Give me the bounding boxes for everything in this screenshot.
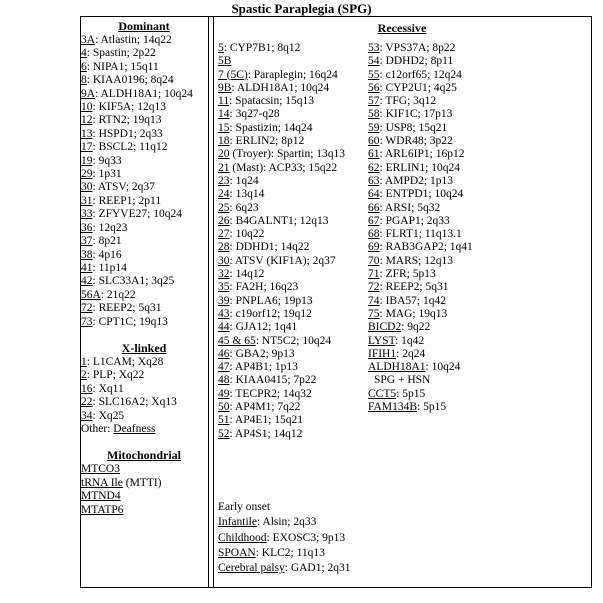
gene-link[interactable]: 26 bbox=[218, 214, 230, 227]
list-item bbox=[218, 531, 578, 546]
gene-description: : ERLIN1; 10q24 bbox=[379, 161, 460, 174]
list-item bbox=[218, 148, 370, 161]
gene-description: : AP4S1; 14q12 bbox=[229, 427, 303, 440]
gene-link[interactable]: 58 bbox=[368, 108, 380, 121]
gene-description: : L1CAM; Xq28 bbox=[86, 355, 164, 368]
gene-description: : Paraplegin; 16q24 bbox=[247, 68, 338, 81]
list-item bbox=[81, 34, 207, 47]
gene-description: : PGAP1; 2q33 bbox=[379, 214, 450, 227]
gene-description: : REEP2; 5q31 bbox=[92, 302, 162, 315]
early-onset-section bbox=[218, 500, 578, 576]
gene-description: : 5p15 bbox=[417, 401, 447, 414]
list-item bbox=[368, 95, 588, 108]
gene-link[interactable]: CCT5 bbox=[368, 387, 397, 400]
gene-link[interactable]: FAM134B bbox=[368, 401, 417, 414]
list-item bbox=[368, 255, 588, 268]
gene-link[interactable]: 50 bbox=[218, 401, 230, 414]
list-item bbox=[218, 388, 370, 401]
gene-description: : 10q24 bbox=[425, 361, 461, 374]
list-item bbox=[81, 235, 207, 248]
list-item bbox=[218, 95, 370, 108]
list-item bbox=[81, 61, 207, 74]
gene-link[interactable]: 73 bbox=[81, 315, 93, 328]
list-item bbox=[81, 222, 207, 235]
gene-link[interactable]: 43 bbox=[218, 307, 230, 320]
gene-description: : Spastin; 2p22 bbox=[86, 47, 156, 60]
dominant-heading: Dominant bbox=[118, 19, 170, 33]
gene-link[interactable]: 62 bbox=[368, 161, 380, 174]
list-item bbox=[81, 208, 207, 221]
gene-link[interactable]: SPOAN bbox=[218, 546, 256, 559]
gene-description: : 21q22 bbox=[100, 288, 136, 301]
list-item bbox=[218, 188, 370, 201]
gene-link[interactable]: 68 bbox=[368, 228, 380, 241]
gene-description: : Xq11 bbox=[92, 382, 124, 395]
gene-link[interactable]: 39 bbox=[218, 294, 230, 307]
gene-description: : WDR48; 3p22 bbox=[379, 135, 453, 148]
gene-link[interactable]: 10 bbox=[81, 101, 93, 114]
gene-link[interactable]: 36 bbox=[81, 221, 93, 234]
gene-description: : c19orf12; 19q12 bbox=[229, 307, 312, 320]
list-item bbox=[368, 321, 588, 334]
gene-description: : EXOSC3; 9p13 bbox=[266, 531, 346, 544]
list-item bbox=[218, 42, 370, 55]
column-divider bbox=[213, 16, 214, 588]
gene-description: : AP4B1; 1p13 bbox=[229, 361, 298, 374]
deafness-link[interactable]: Deafness bbox=[113, 422, 156, 435]
gene-description: : AMPD2; 1p13 bbox=[379, 174, 453, 187]
gene-description: : 13q14 bbox=[229, 188, 265, 201]
gene-description: : CYP2U1; 4q25 bbox=[379, 81, 457, 94]
gene-link[interactable]: 8 bbox=[81, 74, 87, 87]
gene-link[interactable]: 53 bbox=[368, 42, 380, 54]
list-item bbox=[218, 348, 370, 361]
gene-description: : ENTPD1; 10q24 bbox=[379, 188, 464, 201]
mito-item-mtatp6[interactable]: MTATP6 bbox=[81, 503, 124, 516]
gene-link[interactable]: 37 bbox=[81, 235, 93, 248]
gene-link[interactable]: 16 bbox=[81, 382, 93, 395]
list-item bbox=[368, 388, 588, 401]
list-item bbox=[368, 108, 588, 121]
list-item bbox=[81, 47, 207, 60]
recessive-section bbox=[216, 19, 588, 584]
gene-description: : USP8; 15q21 bbox=[379, 121, 448, 134]
gene-description: : NIPA1; 15q11 bbox=[86, 60, 159, 73]
gene-link[interactable]: 34 bbox=[81, 409, 93, 422]
list-item bbox=[218, 428, 370, 441]
list-item bbox=[81, 275, 207, 288]
list-item bbox=[218, 281, 370, 294]
hsn-list bbox=[368, 388, 588, 415]
gene-description: : CYP7B1; 8q12 bbox=[223, 42, 301, 54]
gene-link[interactable]: ALDH18A1 bbox=[368, 361, 426, 374]
gene-link[interactable]: 35 bbox=[218, 281, 230, 294]
gene-link[interactable]: 11 bbox=[218, 95, 230, 108]
gene-link[interactable]: 9A bbox=[81, 87, 96, 100]
gene-link[interactable]: 64 bbox=[368, 188, 380, 201]
gene-link[interactable]: IFIH1 bbox=[368, 347, 397, 360]
gene-description: : IBA57; 1q42 bbox=[379, 294, 446, 307]
gene-link[interactable]: 28 bbox=[218, 241, 230, 254]
xlinked-list bbox=[81, 356, 207, 423]
gene-link[interactable]: 4 bbox=[81, 47, 87, 60]
list-item bbox=[81, 195, 207, 208]
list-item bbox=[218, 361, 370, 374]
gene-link[interactable]: 25 bbox=[218, 201, 230, 214]
list-item bbox=[81, 410, 207, 423]
list-item bbox=[81, 316, 207, 329]
page-title: Spastic Paraplegia (SPG) bbox=[231, 1, 372, 16]
list-item bbox=[81, 396, 207, 409]
list-item bbox=[218, 202, 370, 215]
list-item bbox=[218, 228, 370, 241]
list-item bbox=[81, 383, 207, 396]
gene-link[interactable]: 5B bbox=[218, 55, 232, 68]
list-item bbox=[81, 114, 207, 127]
list-item bbox=[218, 546, 578, 561]
gene-link[interactable]: 52 bbox=[218, 427, 230, 440]
gene-description: : ALDH18A1; 10q24 bbox=[231, 81, 330, 94]
gene-description: : DDHD2; 8p11 bbox=[379, 55, 454, 68]
list-item bbox=[81, 101, 207, 114]
gene-description: : c12orf65; 12q24 bbox=[379, 68, 462, 81]
list-item bbox=[368, 135, 588, 148]
left-column bbox=[81, 19, 207, 517]
gene-description: : FA2H; 16q23 bbox=[229, 281, 299, 294]
list-item bbox=[218, 241, 370, 254]
list-item bbox=[218, 55, 370, 68]
list-item bbox=[81, 289, 207, 302]
gene-link[interactable]: 44 bbox=[218, 321, 230, 334]
gene-link[interactable]: 38 bbox=[81, 248, 93, 261]
gene-link[interactable]: 29 bbox=[81, 168, 93, 181]
spg-hsn-heading: SPG + HSN bbox=[374, 374, 431, 387]
gene-description: : RTN2; 19q13 bbox=[92, 114, 162, 127]
gene-link[interactable]: 14 bbox=[218, 108, 230, 121]
gene-link[interactable]: 32 bbox=[218, 268, 230, 281]
gene-link[interactable]: 22 bbox=[81, 396, 93, 409]
mito-item-mtco3[interactable]: MTCO3 bbox=[81, 463, 120, 476]
gene-description: : ARSI; 5q32 bbox=[379, 201, 441, 214]
gene-link[interactable]: 54 bbox=[368, 55, 380, 68]
gene-description: : ZFR; 5p13 bbox=[379, 268, 436, 281]
other-label: Other: bbox=[81, 422, 114, 435]
column-divider bbox=[208, 16, 209, 588]
list-item bbox=[368, 268, 588, 281]
gene-link[interactable]: 48 bbox=[218, 374, 230, 387]
gene-description: : 4p16 bbox=[92, 248, 122, 261]
gene-link[interactable]: 74 bbox=[368, 294, 380, 307]
gene-link[interactable]: LYST bbox=[368, 334, 396, 347]
gene-description: : DDHD1; 14q22 bbox=[229, 241, 310, 254]
gene-description: : 1q24 bbox=[229, 174, 259, 187]
gene-link[interactable]: 66 bbox=[368, 201, 380, 214]
gene-description: : SLC33A1; 3q25 bbox=[92, 275, 175, 288]
gene-description: : NT5C2; 10q24 bbox=[255, 334, 332, 347]
list-item bbox=[81, 369, 207, 382]
gene-description: : RAB3GAP2; 1q41 bbox=[379, 241, 473, 254]
gene-description: : KIF5A; 12q13 bbox=[92, 101, 166, 114]
gene-description: : 9q33 bbox=[92, 154, 122, 167]
list-item bbox=[368, 82, 588, 95]
gene-description: : 9q22 bbox=[401, 321, 431, 334]
list-item bbox=[218, 255, 370, 268]
gene-description: : GJA12; 1q41 bbox=[229, 321, 298, 334]
gene-link[interactable]: 49 bbox=[218, 387, 230, 400]
gene-link[interactable]: 51 bbox=[218, 414, 230, 427]
list-item bbox=[368, 295, 588, 308]
gene-link[interactable]: Infantile bbox=[218, 516, 257, 529]
gene-link[interactable]: 70 bbox=[368, 254, 380, 267]
gene-link[interactable]: 56 bbox=[368, 81, 380, 94]
list-item bbox=[368, 401, 588, 414]
list-item bbox=[218, 321, 370, 334]
gene-description: : GAD1; 2q31 bbox=[284, 562, 351, 575]
early-onset-list bbox=[218, 515, 578, 576]
list-item bbox=[218, 175, 370, 188]
list-item bbox=[368, 308, 588, 321]
list-item bbox=[81, 155, 207, 168]
gene-description: : GBA2; 9p13 bbox=[229, 347, 295, 360]
list-item bbox=[218, 308, 370, 321]
gene-description: : AP4M1; 7q22 bbox=[229, 401, 301, 414]
list-item bbox=[218, 122, 370, 135]
gene-link[interactable]: 55 bbox=[368, 68, 380, 81]
gene-link[interactable]: 12 bbox=[81, 114, 93, 127]
list-item bbox=[368, 348, 588, 361]
gene-description: : KIAA0196; 8q24 bbox=[86, 74, 174, 87]
gene-description: : TECPR2; 14q32 bbox=[229, 387, 312, 400]
list-item bbox=[368, 361, 588, 374]
early-onset-heading: Early onset bbox=[218, 501, 271, 513]
list-item bbox=[218, 401, 370, 414]
gene-description: : 6q23 bbox=[229, 201, 259, 214]
list-item bbox=[368, 281, 588, 294]
gene-link[interactable]: 33 bbox=[81, 208, 93, 221]
gene-link[interactable]: 7 (5C) bbox=[218, 68, 248, 81]
mito-item-trna[interactable]: tRNA Ile bbox=[81, 476, 123, 489]
list-item bbox=[368, 228, 588, 241]
list-item bbox=[368, 69, 588, 82]
gene-link[interactable]: 24 bbox=[218, 188, 230, 201]
gene-link[interactable]: 9B bbox=[218, 81, 232, 94]
dominant-list bbox=[81, 34, 207, 329]
list-item bbox=[81, 141, 207, 154]
list-item bbox=[368, 122, 588, 135]
list-item bbox=[81, 302, 207, 315]
gene-link[interactable]: 20 bbox=[218, 148, 230, 161]
gene-link[interactable]: Childhood bbox=[218, 531, 267, 544]
recessive-list-left bbox=[218, 42, 370, 441]
gene-description: : 1q42 bbox=[395, 334, 425, 347]
gene-description: : MARS; 12q13 bbox=[379, 254, 453, 267]
gene-description: : ATSV; 2q37 bbox=[92, 181, 155, 194]
gene-description: : 2q24 bbox=[396, 347, 426, 360]
gene-link[interactable]: 3A bbox=[81, 34, 96, 46]
list-item bbox=[218, 515, 578, 530]
gene-link[interactable]: 46 bbox=[218, 347, 230, 360]
gene-description: : KIAA0415; 7p22 bbox=[229, 374, 317, 387]
gene-description: : Xq25 bbox=[92, 409, 125, 422]
list-item bbox=[81, 262, 207, 275]
gene-description: : ALDH18A1; 10q24 bbox=[95, 87, 193, 100]
mito-item-mtnd4[interactable]: MTND4 bbox=[81, 490, 121, 503]
list-item bbox=[218, 414, 370, 427]
gene-description: : 1p31 bbox=[92, 168, 122, 181]
gene-link[interactable]: 18 bbox=[218, 135, 230, 148]
gene-description: : REEP2; 5q31 bbox=[379, 281, 449, 294]
gene-link[interactable]: 75 bbox=[368, 307, 380, 320]
gene-description: : BSCL2; 11q12 bbox=[92, 141, 168, 154]
list-item bbox=[81, 128, 207, 141]
list-item bbox=[218, 374, 370, 387]
gene-description: : HSPD1; 2q33 bbox=[92, 127, 163, 140]
gene-link[interactable]: 72 bbox=[81, 302, 93, 315]
gene-description: : MAG; 19q13 bbox=[379, 307, 448, 320]
list-item bbox=[368, 148, 588, 161]
list-item bbox=[81, 88, 207, 101]
list-item bbox=[368, 162, 588, 175]
gene-link[interactable]: 42 bbox=[81, 275, 93, 288]
list-item bbox=[368, 215, 588, 228]
gene-link[interactable]: 72 bbox=[368, 281, 380, 294]
gene-link[interactable]: 15 bbox=[218, 121, 230, 134]
gene-link[interactable]: 57 bbox=[368, 95, 380, 108]
gene-description: : KIF1C; 17p13 bbox=[379, 108, 453, 121]
gene-link[interactable]: 31 bbox=[81, 194, 93, 207]
gene-link[interactable]: 61 bbox=[368, 148, 380, 161]
gene-description: (Troyer): Spartin; 13q13 bbox=[229, 148, 346, 161]
gene-description: : 11p14 bbox=[92, 261, 127, 274]
gene-description: : 12q23 bbox=[92, 221, 128, 234]
gene-description: : REEP1; 2p11 bbox=[92, 194, 162, 207]
gene-link[interactable]: BICD2 bbox=[368, 321, 402, 334]
gene-description: : Alsin; 2q33 bbox=[256, 516, 317, 529]
gene-link[interactable]: 2 bbox=[81, 369, 87, 382]
gene-link[interactable]: 30 bbox=[218, 254, 230, 267]
list-item bbox=[81, 168, 207, 181]
gene-description: : Spastizin; 14q24 bbox=[229, 121, 313, 134]
gene-link[interactable]: 23 bbox=[218, 174, 230, 187]
list-item bbox=[81, 249, 207, 262]
gene-description: : B4GALNT1; 12q13 bbox=[229, 214, 329, 227]
list-item bbox=[368, 202, 588, 215]
list-item bbox=[368, 42, 588, 55]
gene-description: : ATSV (KIF1A); 2q37 bbox=[229, 254, 336, 267]
gene-description: : 3q27-q28 bbox=[229, 108, 280, 121]
list-item bbox=[218, 268, 370, 281]
xlinked-other bbox=[81, 423, 207, 436]
list-item bbox=[218, 108, 370, 121]
gene-link[interactable]: 17 bbox=[81, 141, 93, 154]
list-item bbox=[81, 74, 207, 87]
gene-description: : ZFYVE27; 10q24 bbox=[92, 208, 182, 221]
list-item bbox=[218, 215, 370, 228]
gene-link[interactable]: 45 & 65 bbox=[218, 334, 256, 347]
gene-link[interactable]: 71 bbox=[368, 268, 380, 281]
recessive-heading: Recessive bbox=[377, 21, 427, 35]
list-item bbox=[218, 295, 370, 308]
list-item bbox=[218, 69, 370, 82]
list-item bbox=[368, 175, 588, 188]
list-item bbox=[368, 188, 588, 201]
list-item bbox=[81, 356, 207, 369]
gene-link[interactable]: 41 bbox=[81, 261, 93, 274]
gene-link[interactable]: 69 bbox=[368, 241, 380, 254]
gene-description: : 10q22 bbox=[229, 228, 265, 241]
list-item bbox=[368, 335, 588, 348]
xlinked-heading: X-linked bbox=[121, 340, 167, 355]
gene-link[interactable]: 63 bbox=[368, 174, 380, 187]
mitochondrial-heading: Mitochondrial bbox=[107, 448, 181, 463]
gene-description: : Spatacsin; 15q13 bbox=[229, 95, 315, 108]
gene-link[interactable]: 6 bbox=[81, 60, 87, 73]
list-item bbox=[218, 162, 370, 175]
gene-link[interactable]: Cerebral palsy bbox=[218, 562, 285, 575]
gene-description: : CPT1C; 19q13 bbox=[92, 315, 168, 328]
gene-description: : 8p21 bbox=[92, 235, 122, 248]
gene-description: : ERLIN2; 8p12 bbox=[229, 135, 305, 148]
gene-link[interactable]: 59 bbox=[368, 121, 380, 134]
gene-description: : ARL6IP1; 16p12 bbox=[379, 148, 465, 161]
gene-link[interactable]: 60 bbox=[368, 135, 380, 148]
gene-description: : PNPLA6; 19p13 bbox=[229, 294, 313, 307]
gene-link[interactable]: 56A bbox=[81, 288, 101, 301]
list-item bbox=[218, 561, 578, 576]
gene-description: : FLRT1; 11q13.1 bbox=[379, 228, 462, 241]
list-item bbox=[368, 55, 588, 68]
gene-description: : TFG; 3q12 bbox=[379, 95, 437, 108]
gene-link[interactable]: 47 bbox=[218, 361, 230, 374]
list-item bbox=[218, 135, 370, 148]
gene-link[interactable]: 13 bbox=[81, 127, 93, 140]
gene-description: : AP4E1; 15q21 bbox=[229, 414, 303, 427]
list-item bbox=[368, 241, 588, 254]
gene-link[interactable]: 19 bbox=[81, 154, 93, 167]
gene-link[interactable]: 27 bbox=[218, 228, 230, 241]
gene-link[interactable]: 1 bbox=[81, 355, 87, 368]
list-item bbox=[218, 335, 370, 348]
gene-description: : Atlastin; 14q22 bbox=[95, 34, 172, 46]
gene-description: : KLC2; 11q13 bbox=[255, 546, 325, 559]
list-item bbox=[218, 82, 370, 95]
gene-description: (Mast): ACP33; 15q22 bbox=[229, 161, 338, 174]
gene-description: : PLP; Xq22 bbox=[86, 369, 145, 382]
gene-link[interactable]: 30 bbox=[81, 181, 93, 194]
gene-link[interactable]: 67 bbox=[368, 214, 380, 227]
gene-description: : 5p15 bbox=[396, 387, 426, 400]
gene-description: : 14q12 bbox=[229, 268, 265, 281]
list-item bbox=[81, 181, 207, 194]
recessive-list-right bbox=[368, 42, 588, 374]
gene-link[interactable]: 21 bbox=[218, 161, 230, 174]
gene-description: : SLC16A2; Xq13 bbox=[92, 396, 177, 409]
gene-link[interactable]: 5 bbox=[218, 42, 224, 54]
mito-trna-suffix: (MTTI) bbox=[122, 476, 162, 489]
gene-description: : VPS37A; 8p22 bbox=[379, 42, 456, 54]
recessive-right-column bbox=[368, 42, 588, 414]
